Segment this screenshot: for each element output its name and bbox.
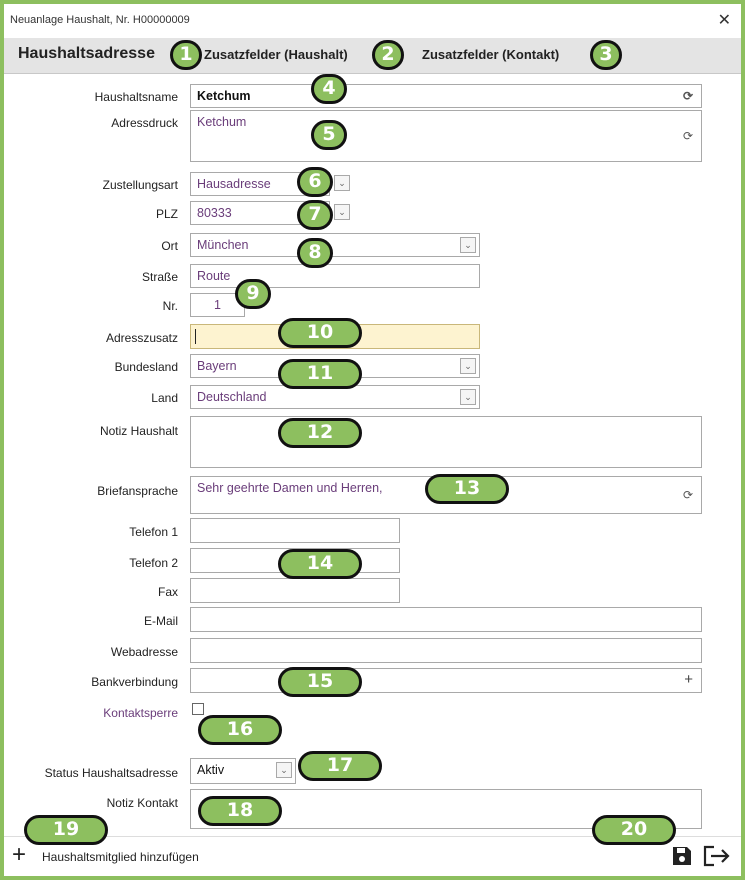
annotation-badge: 10 — [278, 318, 362, 348]
status-select[interactable] — [190, 758, 296, 784]
refresh-icon[interactable]: ⟳ — [682, 488, 693, 502]
annotation-badge: 13 — [425, 474, 509, 504]
title-bar — [4, 4, 741, 36]
notiz-haushalt-field[interactable] — [190, 416, 702, 468]
chevron-down-icon[interactable]: ⌄ — [460, 237, 476, 253]
zustellungsart-label: Zustellungsart — [102, 178, 178, 192]
annotation-badge: 9 — [235, 279, 271, 309]
strasse-label: Straße — [141, 270, 178, 284]
close-icon[interactable]: ✕ — [717, 12, 731, 29]
exit-button[interactable] — [703, 845, 731, 867]
chevron-down-icon[interactable]: ⌄ — [334, 175, 350, 191]
annotation-badge: 5 — [311, 120, 347, 150]
land-label: Land — [151, 391, 178, 405]
adressdruck-field[interactable] — [190, 110, 702, 162]
haushaltsname-label: Haushaltsname — [94, 90, 178, 104]
zustellungsart-value: Hausadresse — [197, 177, 271, 191]
kontaktsperre-checkbox[interactable] — [192, 703, 204, 715]
status-value: Aktiv — [197, 763, 225, 777]
notiz-kontakt-label: Notiz Kontakt — [106, 796, 178, 810]
exit-icon — [703, 845, 731, 867]
ort-select[interactable] — [190, 233, 480, 257]
annotation-badge: 19 — [24, 815, 108, 845]
land-value: Deutschland — [197, 390, 267, 404]
annotation-badge: 2 — [372, 40, 404, 70]
annotation-badge: 4 — [311, 74, 347, 104]
bankverbindung-label: Bankverbindung — [91, 675, 178, 689]
annotation-badge: 15 — [278, 667, 362, 697]
haushaltsname-value: Ketchum — [197, 89, 251, 103]
telefon1-label: Telefon 1 — [129, 525, 178, 539]
strasse-field[interactable] — [190, 264, 480, 288]
email-field[interactable] — [190, 607, 702, 632]
fax-field[interactable] — [190, 578, 400, 603]
annotation-badge: 12 — [278, 418, 362, 448]
refresh-icon[interactable]: ⟳ — [682, 129, 693, 143]
annotation-badge: 6 — [297, 167, 333, 197]
notiz-haushalt-label: Notiz Haushalt — [99, 424, 178, 438]
telefon2-label: Telefon 2 — [129, 556, 178, 570]
plz-label: PLZ — [155, 207, 178, 221]
annotation-badge: 11 — [278, 359, 362, 389]
save-button[interactable] — [671, 845, 693, 867]
briefansprache-value: Sehr geehrte Damen und Herren, — [197, 481, 383, 495]
annotation-badge: 18 — [198, 796, 282, 826]
chevron-down-icon[interactable]: ⌄ — [460, 358, 476, 374]
bankverbindung-field[interactable] — [190, 668, 702, 693]
text-cursor — [195, 329, 196, 344]
nr-label: Nr. — [162, 299, 178, 313]
nr-value: 1 — [214, 298, 221, 312]
annotation-badge: 20 — [592, 815, 676, 845]
email-label: E-Mail — [143, 614, 178, 628]
bundesland-value: Bayern — [197, 359, 237, 373]
status-label: Status Haushaltsadresse — [44, 766, 178, 780]
webadresse-field[interactable] — [190, 638, 702, 663]
chevron-down-icon[interactable]: ⌄ — [276, 762, 292, 778]
haushaltsname-field[interactable] — [190, 84, 702, 108]
annotation-badge: 3 — [590, 40, 622, 70]
annotation-badge: 7 — [297, 200, 333, 230]
annotation-badge: 8 — [297, 238, 333, 268]
tab-zusatzfelder-kontakt[interactable]: Zusatzfelder (Kontakt) — [422, 47, 560, 62]
window-title: Neuanlage Haushalt, Nr. H00000009 — [10, 14, 190, 26]
kontaktsperre-label: Kontaktsperre — [103, 706, 178, 720]
chevron-down-icon[interactable]: ⌄ — [460, 389, 476, 405]
strasse-value: Route — [197, 269, 231, 283]
annotation-badge: 17 — [298, 751, 382, 781]
bundesland-label: Bundesland — [114, 360, 178, 374]
plz-value: 80333 — [197, 206, 232, 220]
ort-value: München — [197, 238, 249, 252]
annotation-badge: 1 — [170, 40, 202, 70]
adressdruck-value: Ketchum — [197, 115, 247, 129]
ort-label: Ort — [161, 239, 178, 253]
tab-zusatzfelder-haushalt[interactable]: Zusatzfelder (Haushalt) — [204, 47, 348, 62]
chevron-down-icon[interactable]: ⌄ — [334, 204, 350, 220]
add-icon[interactable]: + — [684, 671, 693, 688]
add-member-label: Haushaltsmitglied hinzufügen — [42, 850, 199, 864]
fax-label: Fax — [157, 585, 178, 599]
telefon1-field[interactable] — [190, 518, 400, 543]
save-icon — [671, 845, 693, 867]
adresszusatz-label: Adresszusatz — [105, 331, 178, 345]
annotation-badge: 14 — [278, 549, 362, 579]
adressdruck-label: Adressdruck — [111, 116, 178, 130]
tab-haushaltsadresse[interactable]: Haushaltsadresse — [18, 45, 155, 62]
plus-icon: + — [12, 841, 27, 868]
briefansprache-label: Briefansprache — [97, 484, 178, 498]
annotation-badge: 16 — [198, 715, 282, 745]
webadresse-label: Webadresse — [110, 645, 178, 659]
refresh-icon[interactable]: ⟳ — [682, 89, 693, 103]
